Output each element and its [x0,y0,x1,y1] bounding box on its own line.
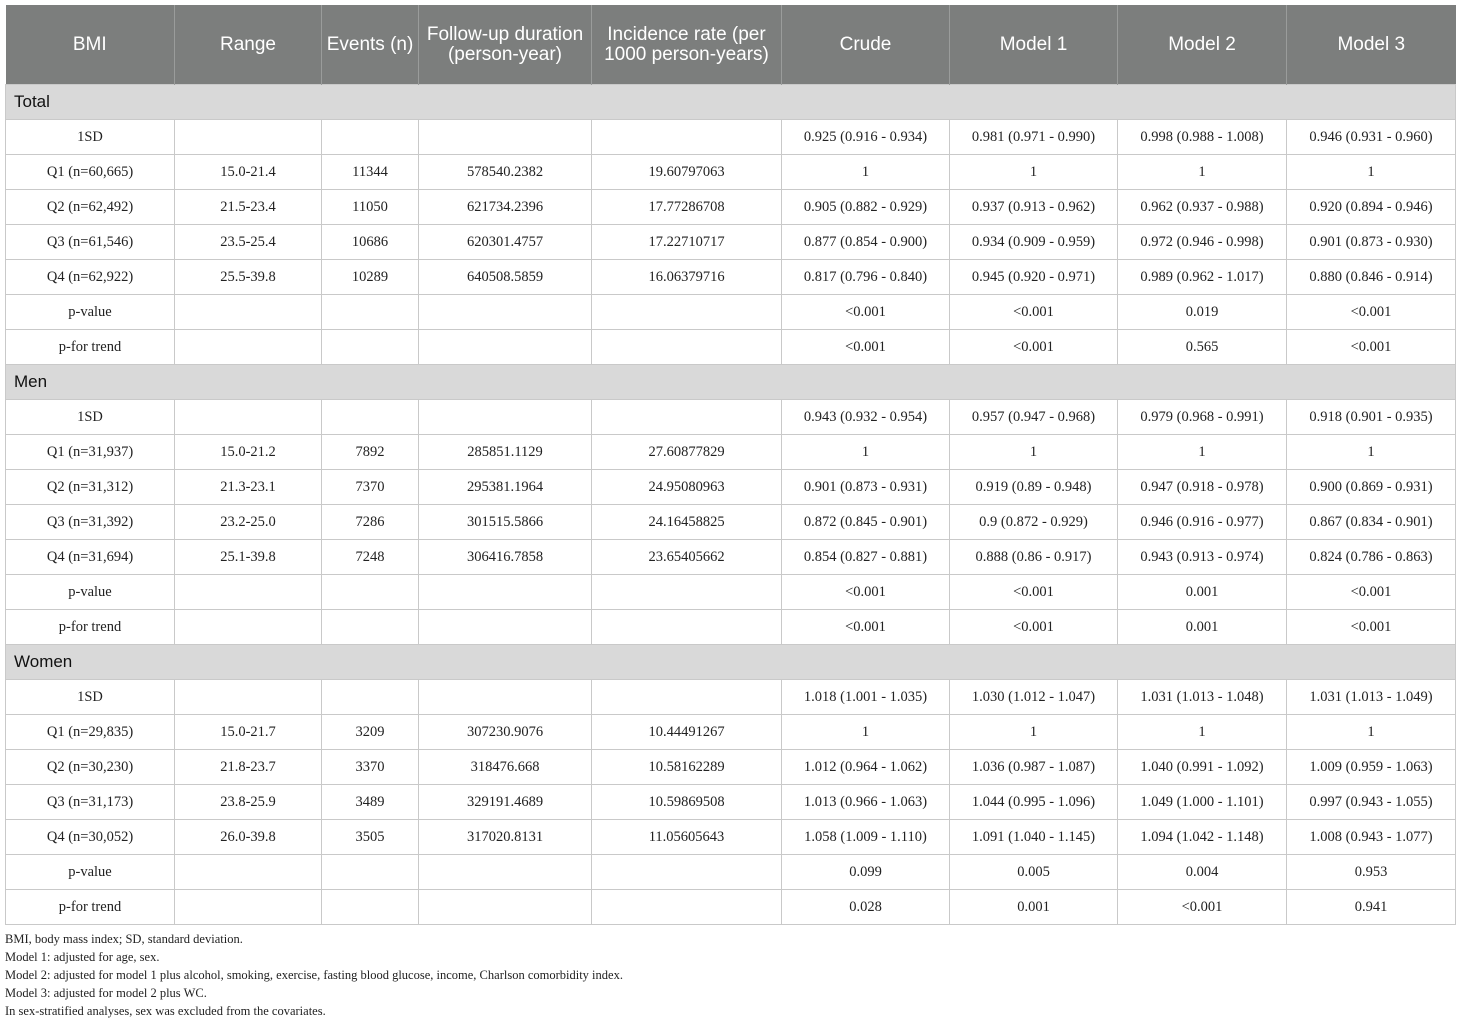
table-cell [322,400,419,435]
table-cell [322,575,419,610]
table-cell: 1.036 (0.987 - 1.087) [950,750,1118,785]
footnote: In sex-stratified analyses, sex was excluded from the covariates. [5,1004,326,1018]
table-cell: 0.019 [1118,295,1287,330]
table-cell: 1 [950,155,1118,190]
table-cell: 24.95080963 [592,470,782,505]
table-cell: 10.59869508 [592,785,782,820]
table-cell: Q1 (n=60,665) [6,155,175,190]
table-cell: Q2 (n=62,492) [6,190,175,225]
table-cell: Q4 (n=31,694) [6,540,175,575]
table-cell: 0.824 (0.786 - 0.863) [1287,540,1456,575]
table-cell: 23.2-25.0 [175,505,322,540]
table-cell: p-value [6,855,175,890]
table-cell [175,330,322,365]
table-cell: 0.945 (0.920 - 0.971) [950,260,1118,295]
table-cell [175,680,322,715]
table-cell [419,680,592,715]
table-cell: <0.001 [782,330,950,365]
table-cell: 17.22710717 [592,225,782,260]
table-cell: 0.941 [1287,890,1456,925]
table-cell: 1.049 (1.000 - 1.101) [1118,785,1287,820]
section-row [6,365,1456,400]
table-cell: 1.044 (0.995 - 1.096) [950,785,1118,820]
table-cell [175,890,322,925]
table-cell: 1SD [6,400,175,435]
table-row [6,470,1456,505]
table-cell: 1.009 (0.959 - 1.063) [1287,750,1456,785]
table-cell: 3489 [322,785,419,820]
table-cell: Q1 (n=29,835) [6,715,175,750]
table-cell [592,680,782,715]
table-cell: <0.001 [950,295,1118,330]
table-cell [322,610,419,645]
table-cell: 1 [1118,715,1287,750]
table-cell: 307230.9076 [419,715,592,750]
table-cell: 23.5-25.4 [175,225,322,260]
table-cell [175,400,322,435]
table-cell: 1 [782,155,950,190]
table-cell: 16.06379716 [592,260,782,295]
table-cell: 0.880 (0.846 - 0.914) [1287,260,1456,295]
table-row [6,505,1456,540]
table-cell: 0.934 (0.909 - 0.959) [950,225,1118,260]
table-cell: 1.094 (1.042 - 1.148) [1118,820,1287,855]
table-cell: 0.972 (0.946 - 0.998) [1118,225,1287,260]
table-cell: 0.962 (0.937 - 0.988) [1118,190,1287,225]
table-cell: 0.004 [1118,855,1287,890]
table-cell: 1.040 (0.991 - 1.092) [1118,750,1287,785]
table-cell: 25.1-39.8 [175,540,322,575]
table-cell: <0.001 [782,610,950,645]
table-cell: 0.901 (0.873 - 0.930) [1287,225,1456,260]
table-cell: <0.001 [950,575,1118,610]
table-cell: 7892 [322,435,419,470]
table-row [6,610,1456,645]
table-cell: 3370 [322,750,419,785]
table-cell [592,330,782,365]
table-cell: 1.091 (1.040 - 1.145) [950,820,1118,855]
table-cell: 24.16458825 [592,505,782,540]
table-cell: p-value [6,295,175,330]
table-cell: 23.8-25.9 [175,785,322,820]
table-row [6,120,1456,155]
table-cell [592,610,782,645]
table-cell: 7286 [322,505,419,540]
table-cell: 1 [950,715,1118,750]
table-cell: 1 [1287,155,1456,190]
table-cell: 25.5-39.8 [175,260,322,295]
table-cell: 15.0-21.7 [175,715,322,750]
table-cell: 0.901 (0.873 - 0.931) [782,470,950,505]
footnote: BMI, body mass index; SD, standard deviation. [5,932,243,946]
table-cell: Q2 (n=30,230) [6,750,175,785]
table-cell: 0.925 (0.916 - 0.934) [782,120,950,155]
results-table [5,5,1456,925]
table-cell: Q1 (n=31,937) [6,435,175,470]
table-cell: 578540.2382 [419,155,592,190]
table-row [6,155,1456,190]
table-cell: 19.60797063 [592,155,782,190]
table-cell [175,855,322,890]
table-cell: 21.3-23.1 [175,470,322,505]
table-cell: 0.937 (0.913 - 0.962) [950,190,1118,225]
table-cell: 27.60877829 [592,435,782,470]
table-cell [419,610,592,645]
table-row [6,540,1456,575]
table-cell [175,610,322,645]
table-cell: 7248 [322,540,419,575]
table-cell: 1SD [6,120,175,155]
table-cell: 0.989 (0.962 - 1.017) [1118,260,1287,295]
table-cell [419,400,592,435]
table-cell: 301515.5866 [419,505,592,540]
table-cell: 621734.2396 [419,190,592,225]
table-cell: 1 [1287,435,1456,470]
table-cell: 11.05605643 [592,820,782,855]
table-cell: 0.001 [1118,575,1287,610]
table-cell: <0.001 [1287,610,1456,645]
table-cell: <0.001 [1118,890,1287,925]
table-cell [419,575,592,610]
table-cell: 0.099 [782,855,950,890]
table-cell [592,890,782,925]
table-cell: 1 [1287,715,1456,750]
table-cell: 306416.7858 [419,540,592,575]
table-cell: 15.0-21.2 [175,435,322,470]
table-cell: 10289 [322,260,419,295]
table-cell: 0.953 [1287,855,1456,890]
table-cell: 1.030 (1.012 - 1.047) [950,680,1118,715]
table-container [5,5,1455,925]
header-follow-up: Follow-up duration (person-year) [419,5,592,85]
table-cell [419,890,592,925]
table-cell: p-for trend [6,330,175,365]
table-cell: 0.981 (0.971 - 0.990) [950,120,1118,155]
table-cell: 0.946 (0.931 - 0.960) [1287,120,1456,155]
table-cell: p-value [6,575,175,610]
table-cell: 0.867 (0.834 - 0.901) [1287,505,1456,540]
table-cell [322,120,419,155]
table-cell: 15.0-21.4 [175,155,322,190]
table-cell [175,575,322,610]
table-cell: 0.854 (0.827 - 0.881) [782,540,950,575]
table-row [6,400,1456,435]
table-row [6,575,1456,610]
table-cell: 620301.4757 [419,225,592,260]
section-title: Women [6,645,1456,680]
table-body [6,85,1456,925]
table-cell: 1.058 (1.009 - 1.110) [782,820,950,855]
header-row [6,5,1456,85]
table-cell: Q3 (n=61,546) [6,225,175,260]
table-cell: Q4 (n=30,052) [6,820,175,855]
table-cell: 0.565 [1118,330,1287,365]
table-cell: 1 [1118,435,1287,470]
table-row [6,295,1456,330]
table-cell: 0.872 (0.845 - 0.901) [782,505,950,540]
table-cell: 0.957 (0.947 - 0.968) [950,400,1118,435]
table-cell: <0.001 [950,330,1118,365]
table-cell [592,400,782,435]
table-cell [419,330,592,365]
table-row [6,715,1456,750]
table-cell [322,855,419,890]
table-cell: 1.018 (1.001 - 1.035) [782,680,950,715]
table-cell: 0.943 (0.932 - 0.954) [782,400,950,435]
table-cell: 317020.8131 [419,820,592,855]
section-row [6,645,1456,680]
footnote: Model 2: adjusted for model 1 plus alcohol, smoking, exercise, fasting blood glucose, income, Charlson comorbidity index. [5,968,623,982]
section-title: Men [6,365,1456,400]
table-cell: 11344 [322,155,419,190]
table-cell: 0.946 (0.916 - 0.977) [1118,505,1287,540]
table-row [6,890,1456,925]
header-range: Range [175,5,322,85]
table-cell [175,120,322,155]
table-cell [419,120,592,155]
table-cell: 0.9 (0.872 - 0.929) [950,505,1118,540]
table-cell: 0.943 (0.913 - 0.974) [1118,540,1287,575]
table-cell: Q2 (n=31,312) [6,470,175,505]
table-cell: 3505 [322,820,419,855]
table-cell: 0.998 (0.988 - 1.008) [1118,120,1287,155]
table-cell: 295381.1964 [419,470,592,505]
table-cell: 0.001 [950,890,1118,925]
table-cell: Q4 (n=62,922) [6,260,175,295]
table-cell: 21.5-23.4 [175,190,322,225]
table-cell: Q3 (n=31,392) [6,505,175,540]
table-cell: 0.919 (0.89 - 0.948) [950,470,1118,505]
table-row [6,855,1456,890]
header-incidence: Incidence rate (per 1000 person-years) [592,5,782,85]
table-cell: 285851.1129 [419,435,592,470]
table-cell [592,120,782,155]
table-row [6,330,1456,365]
header-model-2: Model 2 [1118,5,1287,85]
header-model-1: Model 1 [950,5,1118,85]
table-cell: 0.979 (0.968 - 0.991) [1118,400,1287,435]
footnote: Model 3: adjusted for model 2 plus WC. [5,986,207,1000]
table-cell: 640508.5859 [419,260,592,295]
table-cell [592,575,782,610]
table-cell: <0.001 [782,575,950,610]
table-row [6,820,1456,855]
table-cell: 1.012 (0.964 - 1.062) [782,750,950,785]
footnote: Model 1: adjusted for age, sex. [5,950,160,964]
table-cell: <0.001 [782,295,950,330]
header-events: Events (n) [322,5,419,85]
header-bmi: BMI [6,5,175,85]
table-cell: 10686 [322,225,419,260]
table-row [6,225,1456,260]
footnotes [5,930,1455,1020]
table-cell [419,855,592,890]
section-row [6,85,1456,120]
table-cell: 1.013 (0.966 - 1.063) [782,785,950,820]
table-cell: p-for trend [6,890,175,925]
table-row [6,190,1456,225]
table-cell: 11050 [322,190,419,225]
table-cell: <0.001 [1287,330,1456,365]
table-cell: 10.58162289 [592,750,782,785]
table-cell: 23.65405662 [592,540,782,575]
table-cell [419,295,592,330]
table-cell: 17.77286708 [592,190,782,225]
table-cell [322,330,419,365]
table-cell: 1SD [6,680,175,715]
table-cell: 3209 [322,715,419,750]
table-cell [322,680,419,715]
table-cell: 1 [782,435,950,470]
header-crude: Crude [782,5,950,85]
table-cell: <0.001 [950,610,1118,645]
table-cell: <0.001 [1287,575,1456,610]
table-cell [175,295,322,330]
table-cell: 7370 [322,470,419,505]
table-cell: 0.905 (0.882 - 0.929) [782,190,950,225]
table-cell: 10.44491267 [592,715,782,750]
table-cell [322,295,419,330]
table-cell: 0.001 [1118,610,1287,645]
table-cell: 0.900 (0.869 - 0.931) [1287,470,1456,505]
table-row [6,785,1456,820]
table-cell: 318476.668 [419,750,592,785]
table-row [6,260,1456,295]
table-cell: 0.877 (0.854 - 0.900) [782,225,950,260]
table-cell: 1.008 (0.943 - 1.077) [1287,820,1456,855]
table-cell: 0.817 (0.796 - 0.840) [782,260,950,295]
table-row [6,750,1456,785]
table-cell: 26.0-39.8 [175,820,322,855]
table-cell: 1.031 (1.013 - 1.049) [1287,680,1456,715]
table-cell: 0.920 (0.894 - 0.946) [1287,190,1456,225]
table-cell: 0.028 [782,890,950,925]
table-cell: 0.997 (0.943 - 1.055) [1287,785,1456,820]
table-cell: 0.005 [950,855,1118,890]
header-model-3: Model 3 [1287,5,1456,85]
table-cell: 0.918 (0.901 - 0.935) [1287,400,1456,435]
table-cell [592,855,782,890]
table-cell: p-for trend [6,610,175,645]
table-cell: 329191.4689 [419,785,592,820]
table-cell [322,890,419,925]
table-cell: 0.888 (0.86 - 0.917) [950,540,1118,575]
table-cell: 1 [782,715,950,750]
table-cell: 1 [1118,155,1287,190]
table-row [6,435,1456,470]
table-cell: Q3 (n=31,173) [6,785,175,820]
table-cell: 1.031 (1.013 - 1.048) [1118,680,1287,715]
table-cell: <0.001 [1287,295,1456,330]
table-cell: 0.947 (0.918 - 0.978) [1118,470,1287,505]
table-cell: 21.8-23.7 [175,750,322,785]
table-row [6,680,1456,715]
table-cell [592,295,782,330]
table-cell: 1 [950,435,1118,470]
section-title: Total [6,85,1456,120]
